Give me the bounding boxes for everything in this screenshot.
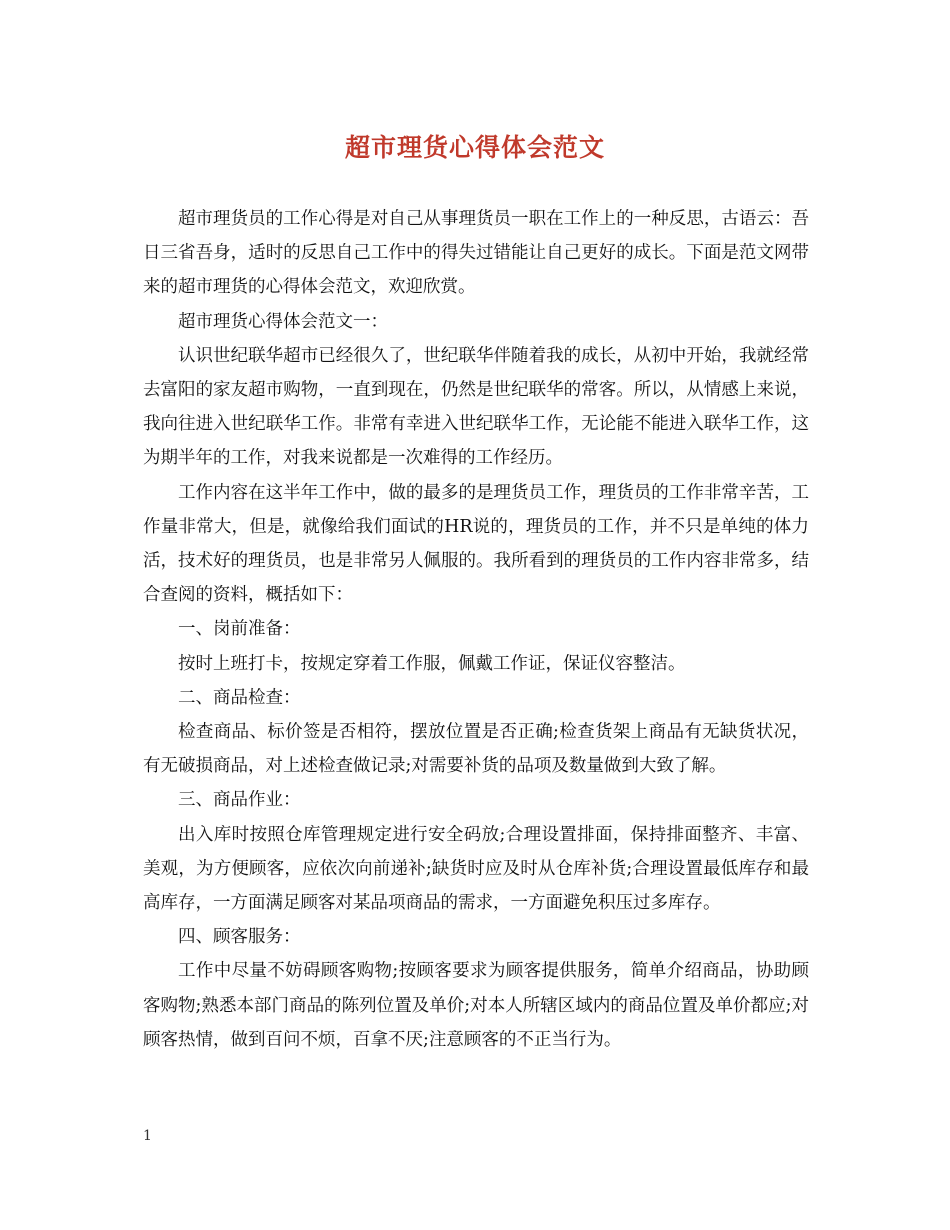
section-heading-inspection: 二、商品检查： — [178, 687, 301, 708]
paragraph-preparation: 按时上班打卡，按规定穿着工作服，佩戴工作证，保证仪容整洁。 — [178, 653, 686, 674]
paragraph-customer-service: 工作中尽量不妨碍顾客购物;按顾客要求为顾客提供服务，简单介绍商品，协助顾客购物;熟悉本部门商品的陈列位置及单价;对本人所辖区域内的商品位置及单价都应;对顾客热情，做到百问不烦，百拿不厌;注意顾客的不正当行为。 — [143, 961, 809, 1050]
document-title: 超市理货心得体会范文 — [344, 133, 605, 162]
paragraph-work-content: 工作内容在这半年工作中，做的最多的是理货员工作，理货员的工作非常辛苦，工作量非常大，但是，就像给我们面试的HR说的，理货员的工作，并不只是单纯的体力活，技术好的理货员，也是非常另人佩服的。我所看到的理货员的工作内容非常多，结合查阅的资料，概括如下： — [143, 482, 809, 606]
paragraph-operations: 出入库时按照仓库管理规定进行安全码放;合理设置排面，保持排面整齐、丰富、美观，为方便顾客，应依次向前递补;缺货时应及时从仓库补货;合理设置最低库存和最高库存，一方面满足顾客对某品项商品的需求，一方面避免积压过多库存。 — [143, 824, 809, 914]
document-body — [143, 202, 809, 1057]
section-heading-preparation: 一、岗前准备： — [178, 619, 301, 640]
section-heading-customer-service: 四、顾客服务： — [178, 927, 301, 948]
section-heading-operations: 三、商品作业： — [178, 790, 301, 811]
page-number: 1 — [143, 1128, 152, 1144]
paragraph-sample-heading: 超市理货心得体会范文一： — [178, 311, 388, 332]
paragraph-inspection: 检查商品、标价签是否相符，摆放位置是否正确;检查货架上商品有无缺货状况，有无破损商品，对上述检查做记录;对需要补货的品项及数量做到大致了解。 — [143, 722, 809, 777]
paragraph-background: 认识世纪联华超市已经很久了，世纪联华伴随着我的成长，从初中开始，我就经常去富阳的家友超市购物，一直到现在，仍然是世纪联华的常客。所以，从情感上来说，我向往进入世纪联华工作。非常有幸进入世纪联华工作，无论能不能进入联华工作，这为期半年的工作，对我来说都是一次难得的工作经历。 — [143, 345, 809, 469]
paragraph-intro: 超市理货员的工作心得是对自己从事理货员一职在工作上的一种反思，古语云：吾日三省吾身，适时的反思自己工作中的得失过错能让自己更好的成长。下面是范文网带来的超市理货的心得体会范文，欢迎欣赏。 — [143, 209, 809, 298]
